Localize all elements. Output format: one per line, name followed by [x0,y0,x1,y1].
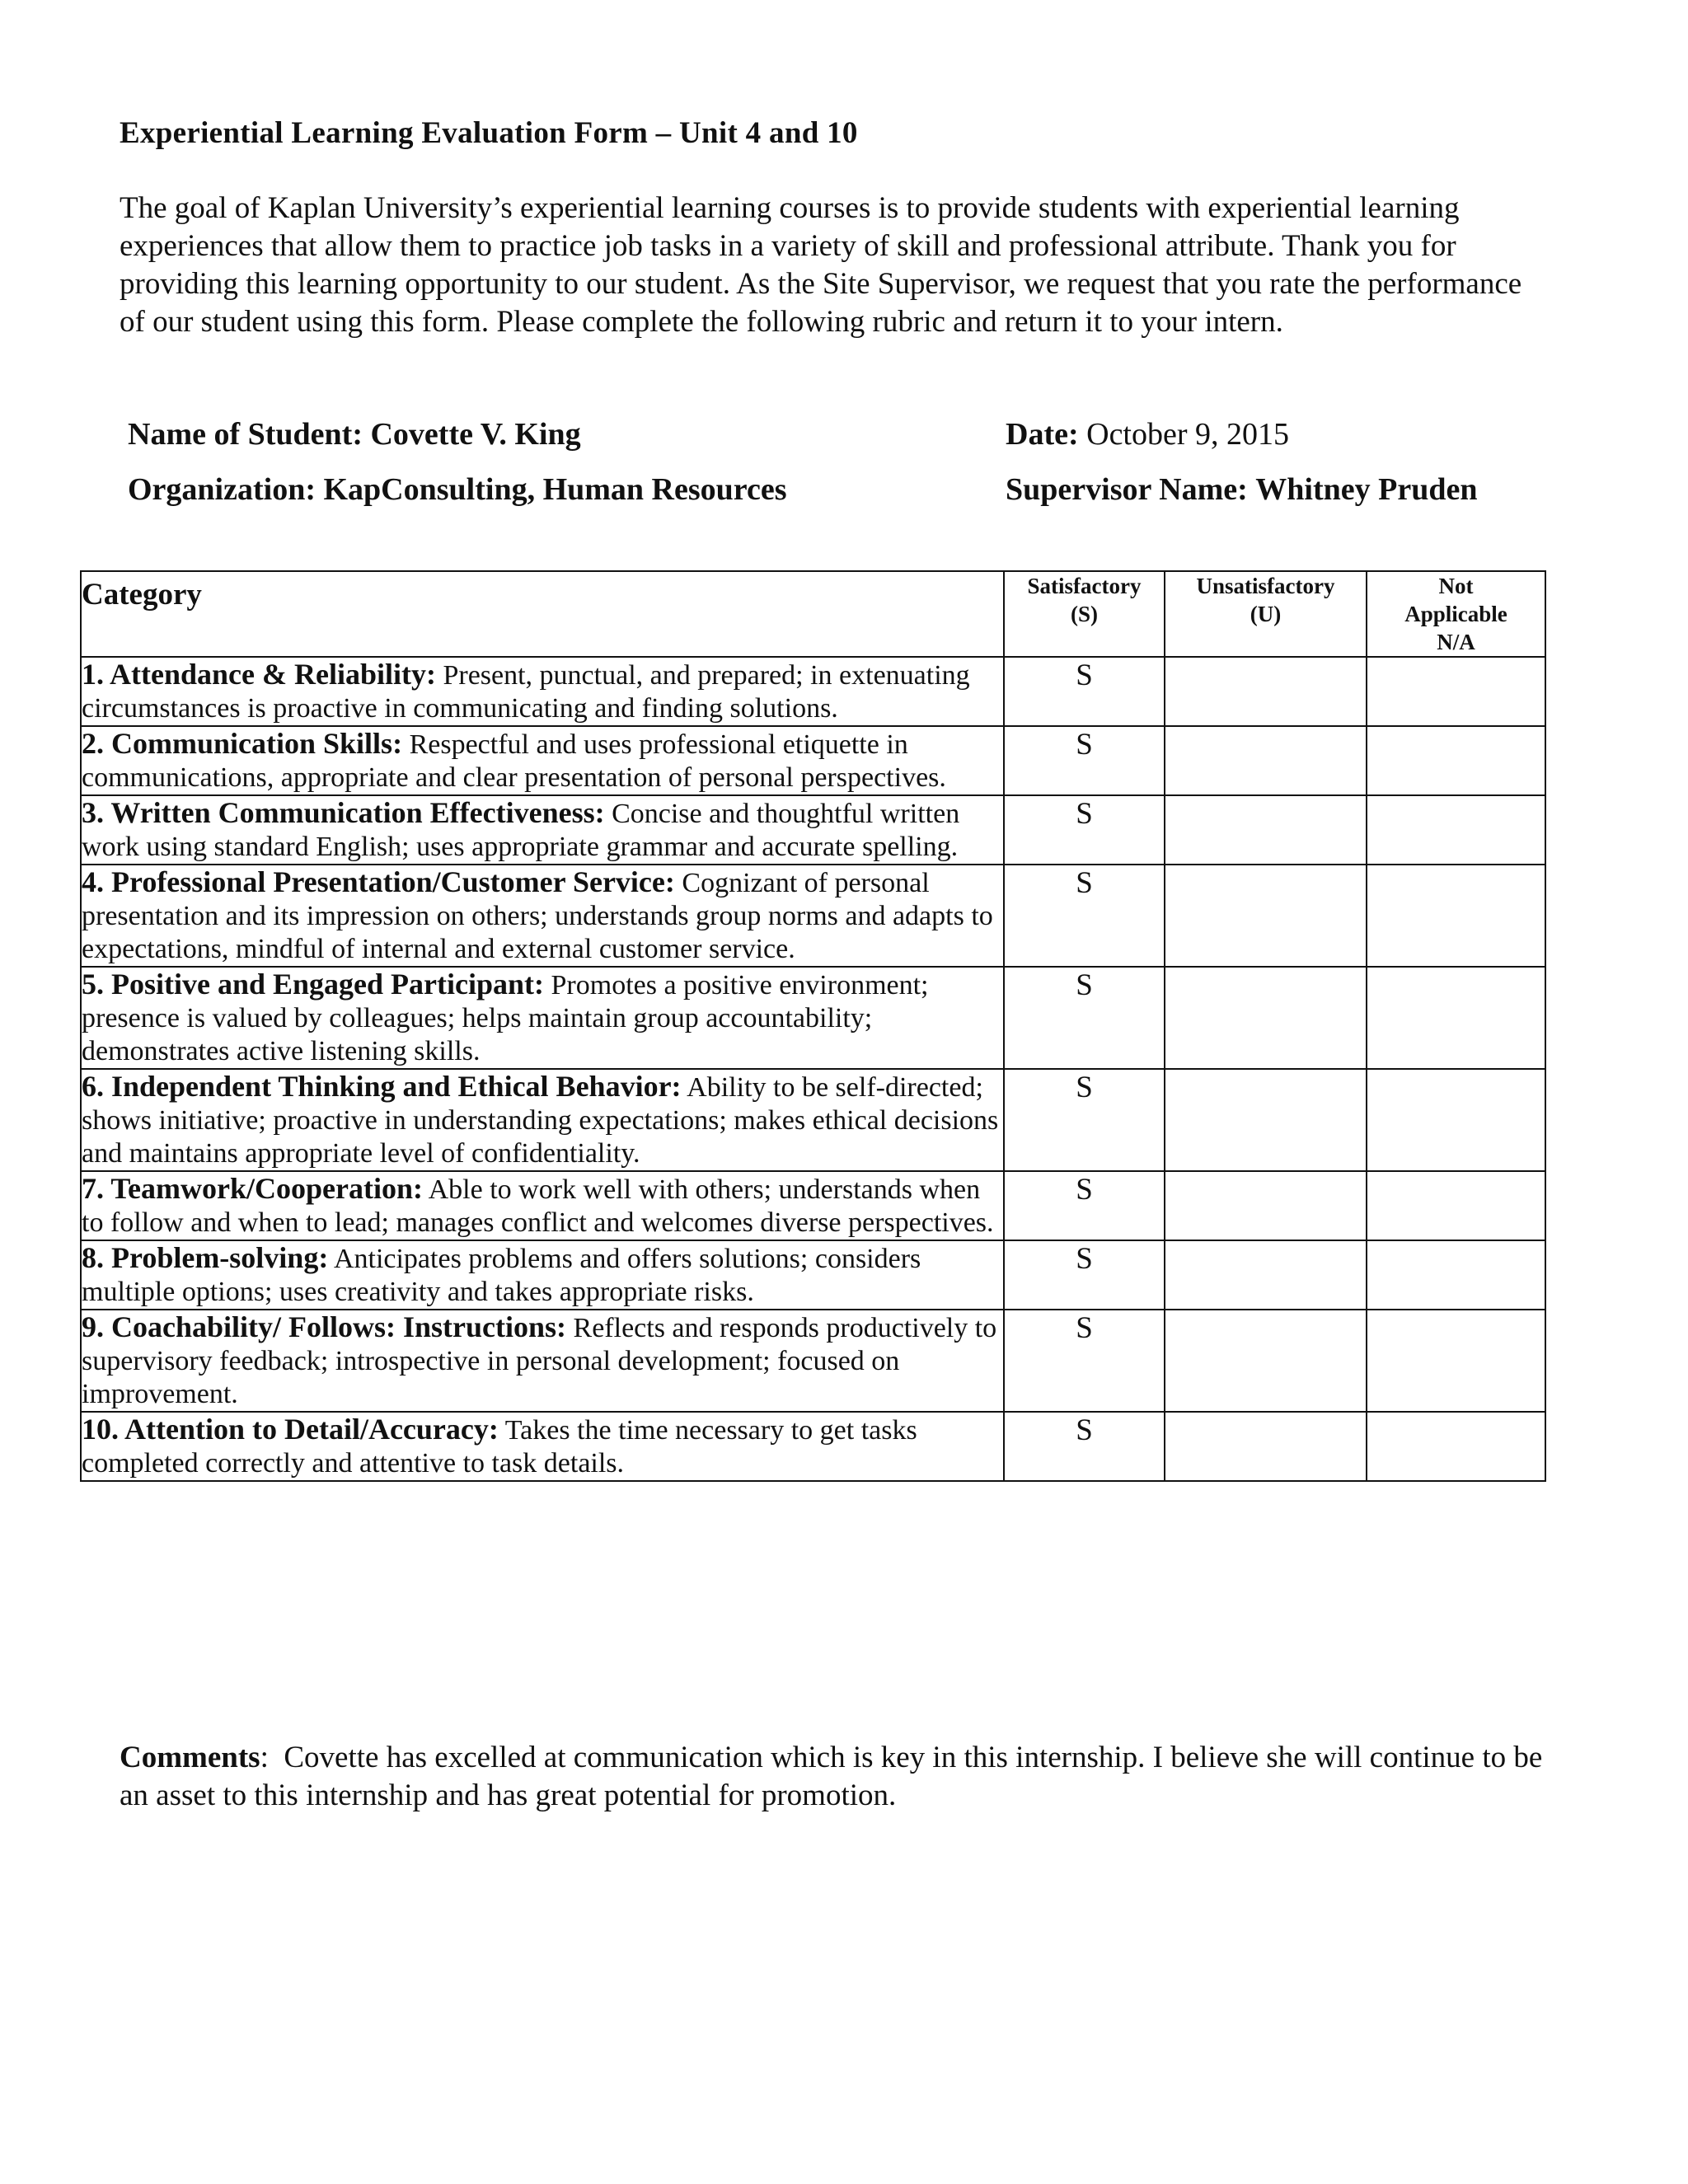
not-applicable-cell[interactable] [1367,1310,1545,1412]
table-row [81,795,1545,865]
category-cell [81,1412,1004,1481]
satisfactory-cell[interactable]: S [1004,657,1165,726]
criterion-description: Anticipates problems and offers solutions; considers multiple options; uses creativity and takes appropriate risks. [82,1244,921,1307]
unsatisfactory-cell[interactable] [1165,1171,1367,1240]
student-name-field [128,416,581,452]
header-unsatisfactory: Unsatisfactory (U) [1165,571,1367,657]
table-row [81,1069,1545,1171]
satisfactory-cell[interactable]: S [1004,1240,1165,1310]
header-not-applicable: Not Applicable N/A [1367,571,1545,657]
rubric-table [80,570,1546,1482]
not-applicable-cell[interactable] [1367,795,1545,865]
criterion-description: Respectful and uses professional etiquette in communications, appropriate and clear presentation of personal perspectives. [82,729,946,793]
not-applicable-cell[interactable] [1367,726,1545,795]
comments-label: Comments [120,1741,260,1774]
unsatisfactory-cell[interactable] [1165,1240,1367,1310]
criterion-description: Present, punctual, and prepared; in extenuating circumstances is proactive in communicating and finding solutions. [82,660,970,724]
unsatisfactory-cell[interactable] [1165,967,1367,1069]
header-category: Category [81,571,1004,657]
unsatisfactory-cell[interactable] [1165,865,1367,967]
student-name-label: Name of Student: [128,417,363,452]
not-applicable-cell[interactable] [1367,1412,1545,1481]
criterion-description: Takes the time necessary to get tasks completed correctly and attentive to task details. [82,1415,917,1479]
criterion-description: Able to work well with others; understands when to follow and when to lead; manages conflict and welcomes diverse perspectives. [82,1174,994,1238]
not-applicable-cell[interactable] [1367,1171,1545,1240]
criterion-description: Reflects and responds productively to supervisory feedback; introspective in personal development; focused on improvement. [82,1313,997,1409]
criterion-title: 3. Written Communication Effectiveness: [82,796,605,829]
unsatisfactory-cell[interactable] [1165,1310,1367,1412]
organization-label: Organization: [128,472,316,507]
table-row [81,1240,1545,1310]
criterion-title: 7. Teamwork/Cooperation: [82,1172,423,1205]
category-cell [81,967,1004,1069]
not-applicable-cell[interactable] [1367,1069,1545,1171]
header-satisfactory: Satisfactory (S) [1004,571,1165,657]
not-applicable-cell[interactable] [1367,865,1545,967]
supervisor-value: Whitney Pruden [1255,472,1478,507]
unsatisfactory-cell[interactable] [1165,1069,1367,1171]
supervisor-field [1006,471,1477,508]
satisfactory-cell[interactable]: S [1004,1171,1165,1240]
date-field [1006,416,1289,452]
student-name-value: Covette V. King [370,417,581,452]
rubric-header-row [81,571,1545,657]
criterion-title: 5. Positive and Engaged Participant: [82,968,545,1001]
category-cell [81,795,1004,865]
category-cell [81,1171,1004,1240]
criterion-description: Cognizant of personal presentation and its impression on others; understands group norms and adapts to expectations, mindful of internal and external customer service. [82,868,993,964]
satisfactory-cell[interactable]: S [1004,967,1165,1069]
criterion-title: 1. Attendance & Reliability: [82,658,436,691]
satisfactory-cell[interactable]: S [1004,1069,1165,1171]
criterion-description: Ability to be self-directed; shows initiative; proactive in understanding expectations; makes ethical decisions and maintains appropriate level of confidentiality. [82,1072,999,1169]
category-cell [81,1069,1004,1171]
table-row [81,967,1545,1069]
criterion-title: 4. Professional Presentation/Customer Service: [82,865,675,898]
category-cell [81,1310,1004,1412]
satisfactory-cell[interactable]: S [1004,726,1165,795]
table-row [81,726,1545,795]
criterion-description: Promotes a positive environment; presence is valued by colleagues; helps maintain group accountability; demonstrates active listening skills. [82,970,929,1066]
comments-text: Covette has excelled at communication which is key in this internship. I believe she will continue to be an asset to this internship and has great potential for promotion. [120,1741,1543,1812]
category-cell [81,1240,1004,1310]
satisfactory-cell[interactable]: S [1004,795,1165,865]
supervisor-label: Supervisor Name: [1006,472,1248,507]
criterion-title: 2. Communication Skills: [82,727,403,760]
satisfactory-cell[interactable]: S [1004,865,1165,967]
table-row [81,657,1545,726]
table-row [81,865,1545,967]
criterion-title: 6. Independent Thinking and Ethical Behavior: [82,1070,682,1103]
unsatisfactory-cell[interactable] [1165,657,1367,726]
unsatisfactory-cell[interactable] [1165,726,1367,795]
criterion-description: Concise and thoughtful written work using standard English; uses appropriate grammar and accurate spelling. [82,799,960,862]
category-cell [81,657,1004,726]
form-title: Experiential Learning Evaluation Form – Unit 4 and 10 [120,116,858,150]
criterion-title: 10. Attention to Detail/Accuracy: [82,1413,499,1446]
not-applicable-cell[interactable] [1367,1240,1545,1310]
unsatisfactory-cell[interactable] [1165,1412,1367,1481]
table-row [81,1171,1545,1240]
intro-paragraph: The goal of Kaplan University’s experiential learning courses is to provide students with experiential learning experiences that allow them to practice job tasks in a variety of skill and professional attribute. Thank you for providing this learning opportunity to our student. As the Site Supervisor, we request that you rate the performance of our student using this form. Please complete the following rubric and return it to your intern. [120,191,1522,339]
date-label: Date: [1006,417,1079,452]
not-applicable-cell[interactable] [1367,657,1545,726]
comments-section: Comments: Covette has excelled at communication which is key in this internship. I believe she will continue to be an asset to this internship and has great potential for promotion. [120,1741,1543,1812]
unsatisfactory-cell[interactable] [1165,795,1367,865]
table-row [81,1310,1545,1412]
satisfactory-cell[interactable]: S [1004,1310,1165,1412]
category-cell [81,726,1004,795]
organization-value: KapConsulting, Human Resources [323,472,787,507]
table-row [81,1412,1545,1481]
not-applicable-cell[interactable] [1367,967,1545,1069]
criterion-title: 8. Problem-solving: [82,1241,329,1274]
category-cell [81,865,1004,967]
satisfactory-cell[interactable]: S [1004,1412,1165,1481]
date-value: October 9, 2015 [1086,417,1290,452]
criterion-title: 9. Coachability/ Follows: Instructions: [82,1310,567,1343]
organization-field [128,471,787,508]
